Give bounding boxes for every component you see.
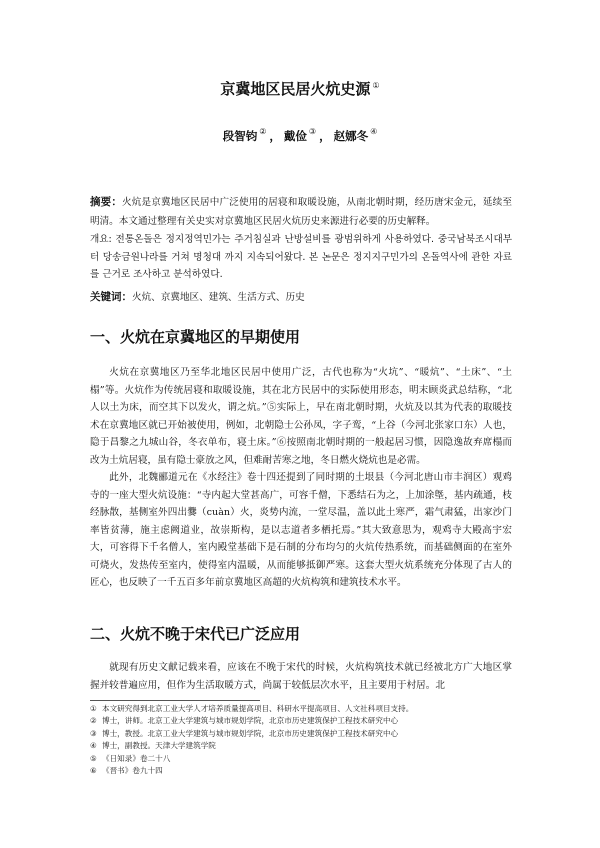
section-heading: 二、火炕不晚于宋代已广泛应用 (90, 625, 301, 643)
footnote (90, 765, 520, 777)
footnote-text: 《日知录》卷二十八 (102, 753, 171, 763)
abstract-text: 火炕是京冀地区民居中广泛使用的居寝和取暖设施，从南北朝时期，经历唐宋金元，延续至明清。本文通过整理有关史实对京冀地区民居火炕历史来源进行必要的历史解释。 (90, 197, 513, 227)
footnote (90, 703, 520, 715)
footnote-marker: ④ (90, 741, 97, 751)
author-separator: ， (319, 129, 331, 143)
abstract (90, 193, 512, 231)
abstract-label: 摘要： (90, 196, 122, 208)
footnote-text: 《晋书》卷九十四 (102, 766, 163, 776)
footnote-divider (90, 700, 260, 701)
author-name: 段智钧 (222, 129, 258, 143)
author-footnote-marker: ③ (308, 127, 317, 136)
section-body (90, 659, 512, 694)
footnote-text: 博士，副教授。天津大学建筑学院 (102, 741, 216, 751)
footnote-marker: ② (90, 716, 97, 726)
section-body (90, 364, 512, 592)
keywords-text: 火炕、京冀地区、建筑、生活方式、历史 (132, 292, 305, 303)
author-name: 戴俭 (283, 129, 307, 143)
footnote-marker: ⑥ (90, 766, 97, 776)
footnote-text: 博士，讲师。北京工业大学建筑与城市规划学院，北京市历史建筑保护工程技术研究中心 (102, 716, 399, 726)
footnote-marker: ⑤ (90, 753, 97, 763)
footnote-marker: ① (90, 704, 97, 713)
author-footnote-marker: ② (259, 127, 267, 136)
footnote-text: 博士，教授。北京工业大学建筑与城市规划学院，北京市历史建筑保护工程技术研究中心 (102, 728, 399, 738)
footnote (90, 715, 520, 727)
footnote-text: 本文研究得到北京工业大学人才培养质量提高项目、科研水平提高项目、人文社科项目支持。 (102, 704, 414, 713)
footnote (90, 740, 520, 752)
author-name: 赵娜冬 (333, 129, 369, 143)
footnote (90, 728, 520, 740)
author-line (0, 127, 600, 144)
keywords (90, 289, 512, 304)
footnote (90, 753, 520, 765)
keywords-label: 关键词： (90, 291, 132, 303)
paper-title (0, 78, 600, 99)
author-footnote-marker: ④ (370, 127, 378, 136)
body-paragraph: 就现有历史文献记载来看，应该在不晚于宋代的时候，火炕构筑技术就已经被北方广大地区掌握并较普遍应用，但作为生活取暖方式，尚属于较低层次水平，且主要用于村居。北 (90, 662, 512, 691)
title-footnote-marker: ① (372, 81, 380, 90)
footnote-marker: ③ (90, 728, 97, 738)
section-heading: 一、火炕在京冀地区的早期使用 (90, 328, 301, 346)
korean-abstract: 개요: 전통온돌은 정지정역민가는 주거침실과 난방설비를 광범위하게 사용하였다. 중국남북조시대부터 당송금원나라를 거쳐 명청대 까지 지속되어왔다. 본 논문은 정지지구민가의 온돌역사에 관한 자료를 근거로 조사하고 분석하였다. (90, 234, 512, 280)
body-paragraph: 此外，北魏郦道元在《水经注》卷十四还提到了同时期的土垠县（今河北唐山市丰润区）观鸡寺的一座大型火炕设施：“寺内起大堂甚高广，可容千僧，下悉结石为之，上加涂墍，基内疏通，枝经脉散，基侧室外四出爨（cuàn）火，炎势内流，一堂尽温，盖以此土寒严，霜气肃猛，出家沙门率皆贫薄，施主虑阙道业，故崇斯构，是以志道者多栖托焉。”其大致意思为，观鸡寺大殿高宇宏大，可容得下千名僧人，室内殿堂基础下是石制的分布均匀的火炕传热系统，而基础侧面的在室外可烧火，发热传至室内，使得室内温暖，从而能够抵御严寒。这套大型火炕系统充分体现了古人的匠心，也反映了一千五百多年前京冀地区高超的火炕构筑和建筑技术水平。 (90, 472, 512, 588)
title-text: 京冀地区民居火炕史源 (220, 80, 371, 98)
author-separator: ， (269, 129, 281, 143)
footnotes (90, 703, 520, 777)
body-paragraph: 火炕在京冀地区乃至华北地区民居中使用广泛，古代也称为“火坑”、“暖炕”、“土床”、“土榻”等。火炕作为传统居寝和取暖设施，其在北方民居中的实际使用形态，明末顾炎武总结称，“北人以土为床，而空其下以发火，谓之炕。”⑤实际上，早在南北朝时期，火炕及以其为代表的取暖技术在京冀地区就已开始被使用，例如，北朝隐士公孙凤，字子鸾，“上谷（今河北张家口东）人也，隐于昌黎之九城山谷，冬衣单布，寝土床。”⑥按照南北朝时期的一般起居习惯，因隐逸故弃席榻而改为土炕居寝，虽有隐士豪放之风，但难耐苦寒之地，冬日燃火烧炕也是必需。 (90, 367, 512, 466)
